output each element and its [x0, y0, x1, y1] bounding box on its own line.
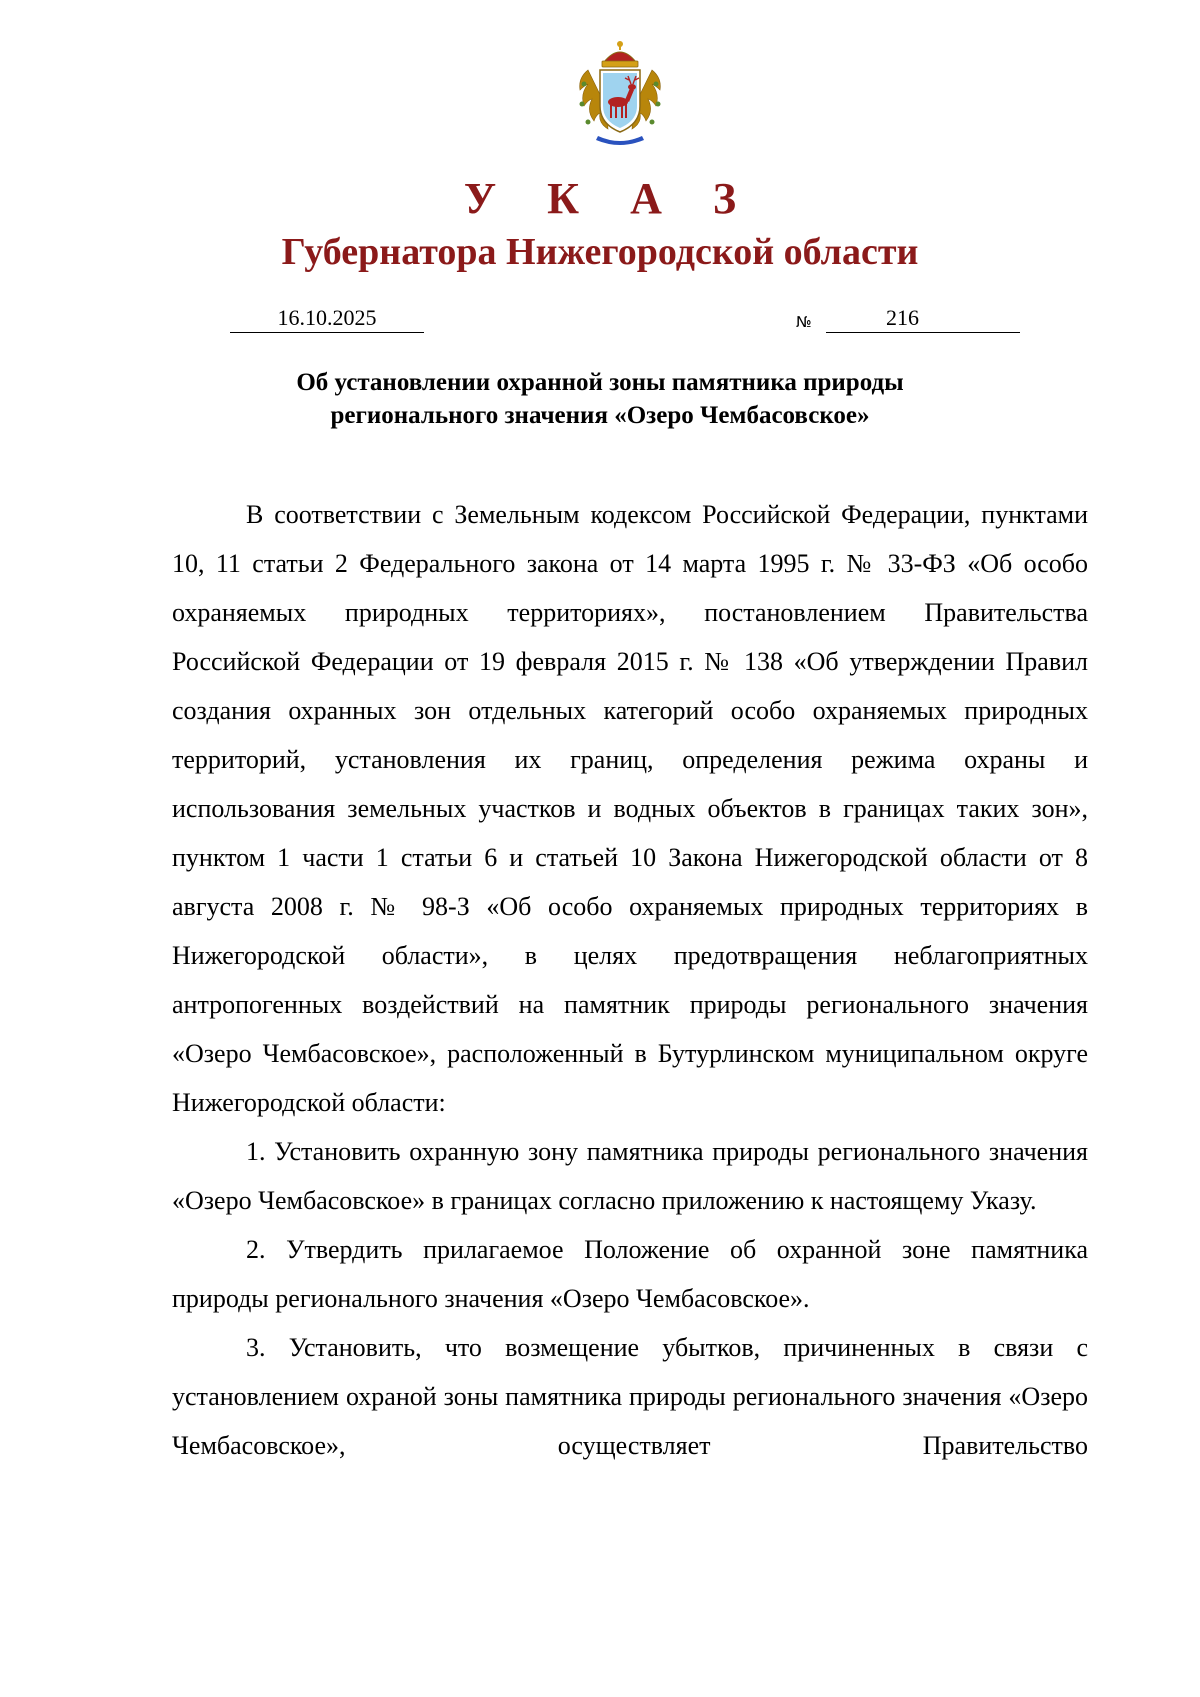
- document-body: [172, 490, 1088, 1470]
- clause-1: 1. Установить охранную зону памятника природы регионального значения «Озеро Чембасовское» в границах согласно приложению к настоящему Указу.: [172, 1137, 1088, 1215]
- document-date: 16.10.2025: [230, 304, 424, 333]
- number-sign: №: [796, 313, 812, 331]
- document-type-title: У К А З: [463, 174, 757, 223]
- subject-line-2: регионального значения «Озеро Чембасовское»: [330, 402, 870, 429]
- coat-of-arms-emblem: [568, 40, 672, 148]
- document-number: 216: [886, 305, 919, 330]
- subject-line-1: Об установлении охранной зоны памятника природы: [296, 369, 904, 396]
- issuer-title: Губернатора Нижегородской области: [281, 231, 919, 273]
- clause-3: 3. Установить, что возмещение убытков, причиненных в связи с установлением охраной зоны памятника природы регионального значения «Озеро Чембасовское», осуществляет Правительство: [172, 1333, 1088, 1460]
- document-number-field: [826, 304, 1020, 333]
- document-subject: [172, 366, 1028, 432]
- clause-2: 2. Утвердить прилагаемое Положение об охранной зоне памятника природы регионального значения «Озеро Чембасовское».: [172, 1235, 1088, 1313]
- preamble-paragraph: В соответствии с Земельным кодексом Российской Федерации, пунктами 10, 11 статьи 2 Федерального закона от 14 марта 1995 г. № 33-ФЗ «Об особо охраняемых природных территориях», постановлением Правительства Российской Федерации от 19 февраля 2015 г. № 138 «Об утверждении Правил создания охранных зон отдельных категорий особо охраняемых природных территорий, установления их границ, определения режима охраны и использования земельных участков и водных объектов в границах таких зон», пунктом 1 части 1 статьи 6 и статьей 10 Закона Нижегородской области от 8 августа 2008 г. № 98-З «Об особо охраняемых природных территориях в Нижегородской области», в целях предотвращения неблагоприятных антропогенных воздействий на памятник природы регионального значения «Озеро Чембасовское», расположенный в Бутурлинском муниципальном округе Нижегородской области:: [172, 500, 1088, 1117]
